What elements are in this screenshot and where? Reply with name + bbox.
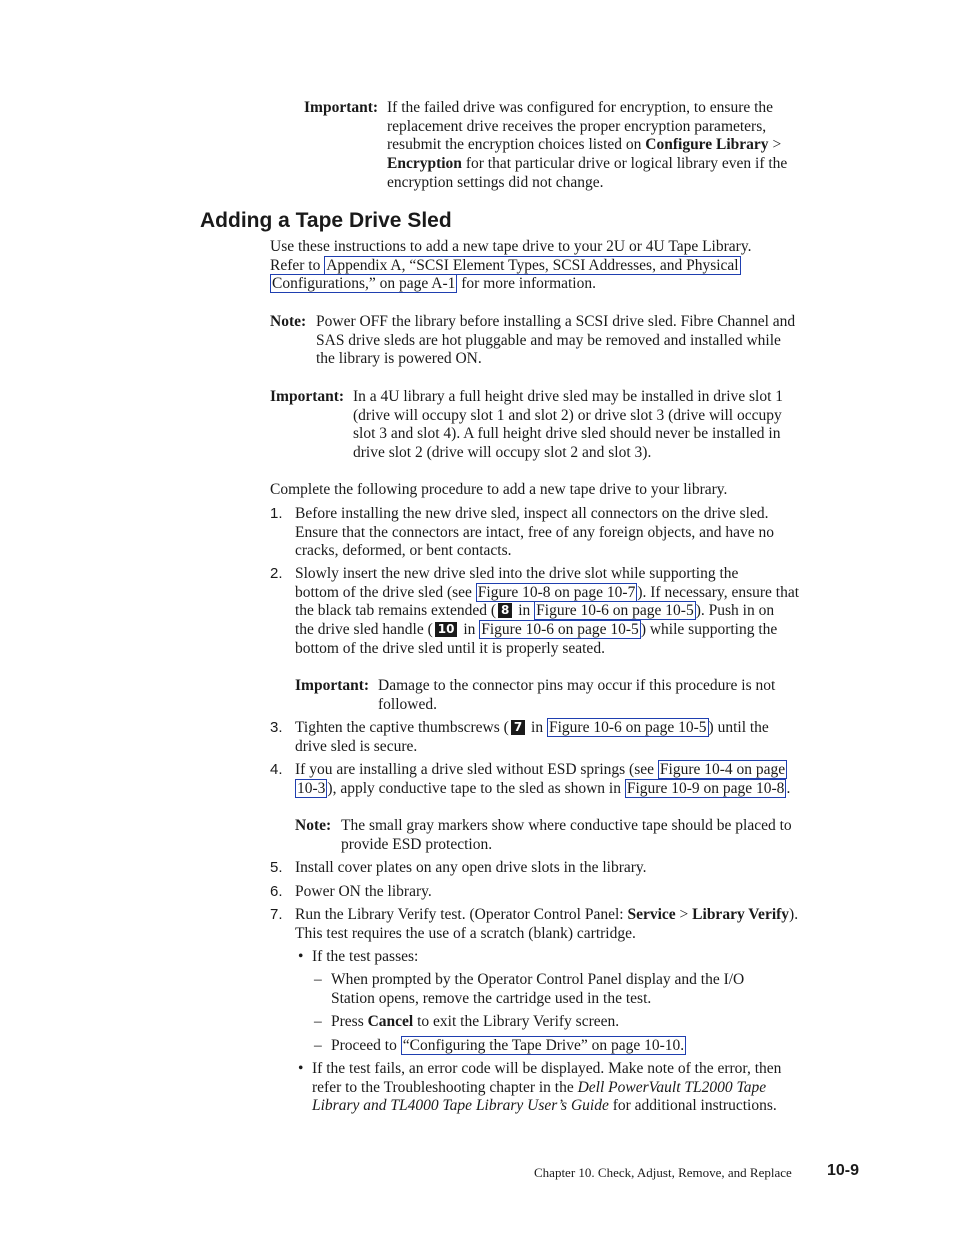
step-number: 2. — [270, 565, 283, 582]
text-span: for additional instructions. — [608, 1097, 777, 1115]
text-span: > — [768, 136, 782, 154]
text-span: ). — [789, 906, 799, 923]
step-4-text — [295, 761, 790, 798]
text-span: ) until the — [708, 719, 769, 736]
menu-path-encryption: Encryption — [387, 155, 462, 173]
figure-10-6-link[interactable]: Figure 10-6 on page 10-5 — [536, 602, 694, 620]
text-line: provide ESD protection. — [341, 835, 493, 853]
text-line: Before installing the new drive sled, inspect all connectors on the drive sled. — [295, 505, 769, 522]
figure-10-8-link[interactable]: Figure 10-8 on page 10-7 — [477, 583, 636, 601]
step-number: 4. — [270, 761, 283, 778]
important-label: Important: — [304, 99, 379, 116]
dash-marker: – — [314, 1037, 322, 1054]
text-span: ). Push in on — [695, 602, 775, 620]
step-5-text: Install cover plates on any open drive slots in the library. — [295, 859, 647, 876]
bullet-1-text: If the test passes: — [312, 948, 419, 965]
text-line: replacement drive receives the proper encryption parameters, — [387, 117, 767, 135]
section-heading: Adding a Tape Drive Sled — [200, 209, 452, 232]
text-line — [270, 275, 870, 294]
text-line — [295, 621, 799, 640]
text-line — [312, 1079, 781, 1098]
text-line — [295, 584, 799, 603]
book-title: Library and TL4000 Tape Library User’s Guide — [312, 1097, 609, 1115]
important-label: Important: — [270, 388, 345, 405]
text-line: When prompted by the Operator Control Panel display and the I/O — [331, 971, 745, 988]
text-line — [387, 136, 787, 155]
bullet-marker: • — [298, 1060, 304, 1077]
bullet-2-text — [312, 1060, 781, 1116]
text-span: Proceed to — [331, 1037, 401, 1054]
top-important-text — [387, 99, 787, 193]
page-number: 10-9 — [827, 1162, 860, 1179]
step-number: 5. — [270, 859, 283, 876]
text-span: ), apply conductive tape to the sled as shown in — [327, 779, 625, 797]
figure-10-6-link[interactable]: Figure 10-6 on page 10-5 — [481, 621, 639, 639]
text-span: > — [675, 906, 693, 923]
note-label: Note: — [295, 817, 332, 834]
step-2-text — [295, 565, 799, 659]
text-span: for that particular drive or logical library even if the — [461, 155, 788, 173]
note-label: Note: — [270, 313, 307, 330]
text-span: to exit the Library Verify screen. — [413, 1013, 620, 1030]
menu-path-configure-library: Configure Library — [645, 136, 769, 154]
text-line: If the failed drive was configured for encryption, to ensure the — [387, 99, 774, 116]
text-line: followed. — [378, 695, 437, 713]
menu-path-library-verify: Library Verify — [692, 906, 790, 923]
configuring-tape-drive-link[interactable]: “Configuring the Tape Drive” on page 10-10. — [402, 1037, 685, 1054]
step-number: 7. — [270, 906, 283, 923]
text-line: (drive will occupy slot 1 and slot 2) or drive slot 3 (drive will occupy — [353, 406, 782, 424]
text-line — [270, 257, 870, 276]
text-line: Use these instructions to add a new tape drive to your 2U or 4U Tape Library. — [270, 238, 752, 255]
text-span: bottom of the drive sled (see — [295, 583, 476, 601]
step-3-text — [295, 719, 769, 756]
step-number: 3. — [270, 719, 283, 736]
dash-2-text — [331, 1013, 619, 1032]
text-span: Tighten the captive thumbscrews ( — [295, 719, 509, 736]
text-line: drive slot 2 (drive will occupy slot 2 and slot 3). — [353, 444, 652, 462]
text-span: Refer to — [270, 256, 325, 274]
text-line — [387, 155, 787, 174]
callout-8: 8 — [498, 603, 512, 618]
step-7-text — [295, 906, 798, 943]
appendix-a-link-cont[interactable]: Configurations,” on page A-1 — [272, 275, 456, 293]
text-line: This test requires the use of a scratch (blank) cartridge. — [295, 924, 636, 942]
step-1-text — [295, 505, 774, 561]
text-line: Damage to the connector pins may occur if this procedure is not — [378, 677, 776, 694]
text-span: ) while supporting the — [640, 621, 778, 639]
figure-10-4-link-cont[interactable]: 10-3 — [297, 779, 326, 797]
procedure-intro: Complete the following procedure to add a new tape drive to your library. — [270, 481, 728, 498]
figure-10-6-link[interactable]: Figure 10-6 on page 10-5 — [548, 719, 707, 736]
text-line: bottom of the drive sled until it is properly seated. — [295, 639, 605, 657]
text-line: In a 4U library a full height drive sled may be installed in drive slot 1 — [353, 388, 784, 405]
text-line: Station opens, remove the cartridge used in the test. — [331, 989, 652, 1007]
step-6-text: Power ON the library. — [295, 883, 432, 900]
figure-10-4-link[interactable]: Figure 10-4 on page — [659, 761, 786, 778]
text-line: the library is powered ON. — [316, 350, 482, 368]
book-title: Dell PowerVault TL2000 Tape — [577, 1078, 767, 1096]
text-span: ). If necessary, ensure that — [637, 583, 800, 601]
step-2-important-text — [378, 677, 775, 714]
dash-marker: – — [314, 971, 322, 988]
important-text — [353, 388, 783, 463]
dash-1-text — [331, 971, 744, 1008]
text-span: resubmit the encryption choices listed on — [387, 136, 646, 154]
text-line: encryption settings did not change. — [387, 173, 604, 191]
text-span: in — [527, 719, 547, 736]
dash-marker: – — [314, 1013, 322, 1030]
text-span: the drive sled handle ( — [295, 621, 433, 639]
callout-7: 7 — [511, 720, 525, 735]
text-line — [295, 780, 790, 799]
text-span: Run the Library Verify test. (Operator Control Panel: — [295, 906, 628, 923]
callout-10: 10 — [435, 622, 458, 637]
step-number: 6. — [270, 883, 283, 900]
text-line: Ensure that the connectors are intact, free of any foreign objects, and have no — [295, 523, 775, 541]
text-span: . — [786, 779, 791, 797]
text-line — [312, 1097, 781, 1116]
footer-chapter: Chapter 10. Check, Adjust, Remove, and Replace — [534, 1165, 792, 1180]
text-line: Power OFF the library before installing a SCSI drive sled. Fibre Channel and — [316, 313, 796, 330]
step-4-note-text — [341, 817, 792, 854]
text-line: SAS drive sleds are hot pluggable and may be removed and installed while — [316, 331, 781, 349]
figure-10-9-link[interactable]: Figure 10-9 on page 10-8 — [626, 779, 785, 797]
text-span: in — [514, 602, 535, 620]
dash-3-text — [331, 1037, 686, 1056]
text-line — [295, 719, 769, 738]
text-line: The small gray markers show where conductive tape should be placed to — [341, 817, 792, 834]
bullet-marker: • — [298, 948, 304, 965]
intro-paragraph — [270, 238, 870, 294]
text-line — [295, 602, 799, 621]
text-span: for more information. — [457, 275, 596, 293]
text-line: slot 3 and slot 4). A full height drive sled should never be installed in — [353, 425, 781, 443]
appendix-a-link[interactable]: Appendix A, “SCSI Element Types, SCSI Addresses, and Physical — [326, 256, 739, 274]
text-span: the black tab remains extended ( — [295, 602, 496, 620]
text-line: cracks, deformed, or bent contacts. — [295, 542, 512, 560]
cancel-label: Cancel — [367, 1013, 414, 1030]
text-line: If the test fails, an error code will be displayed. Make note of the error, then — [312, 1060, 782, 1077]
text-span: Press — [331, 1013, 368, 1030]
text-span: If you are installing a drive sled without ESD springs (see — [295, 761, 658, 778]
text-line: drive sled is secure. — [295, 737, 418, 755]
text-span: in — [459, 621, 480, 639]
text-line — [295, 906, 798, 925]
text-span: refer to the Troubleshooting chapter in the — [312, 1078, 578, 1096]
menu-path-service: Service — [627, 906, 676, 923]
text-line: Slowly insert the new drive sled into the drive slot while supporting the — [295, 565, 739, 582]
text-line — [295, 761, 790, 780]
note-text — [316, 313, 795, 369]
step-number: 1. — [270, 505, 283, 522]
important-label: Important: — [295, 677, 370, 694]
